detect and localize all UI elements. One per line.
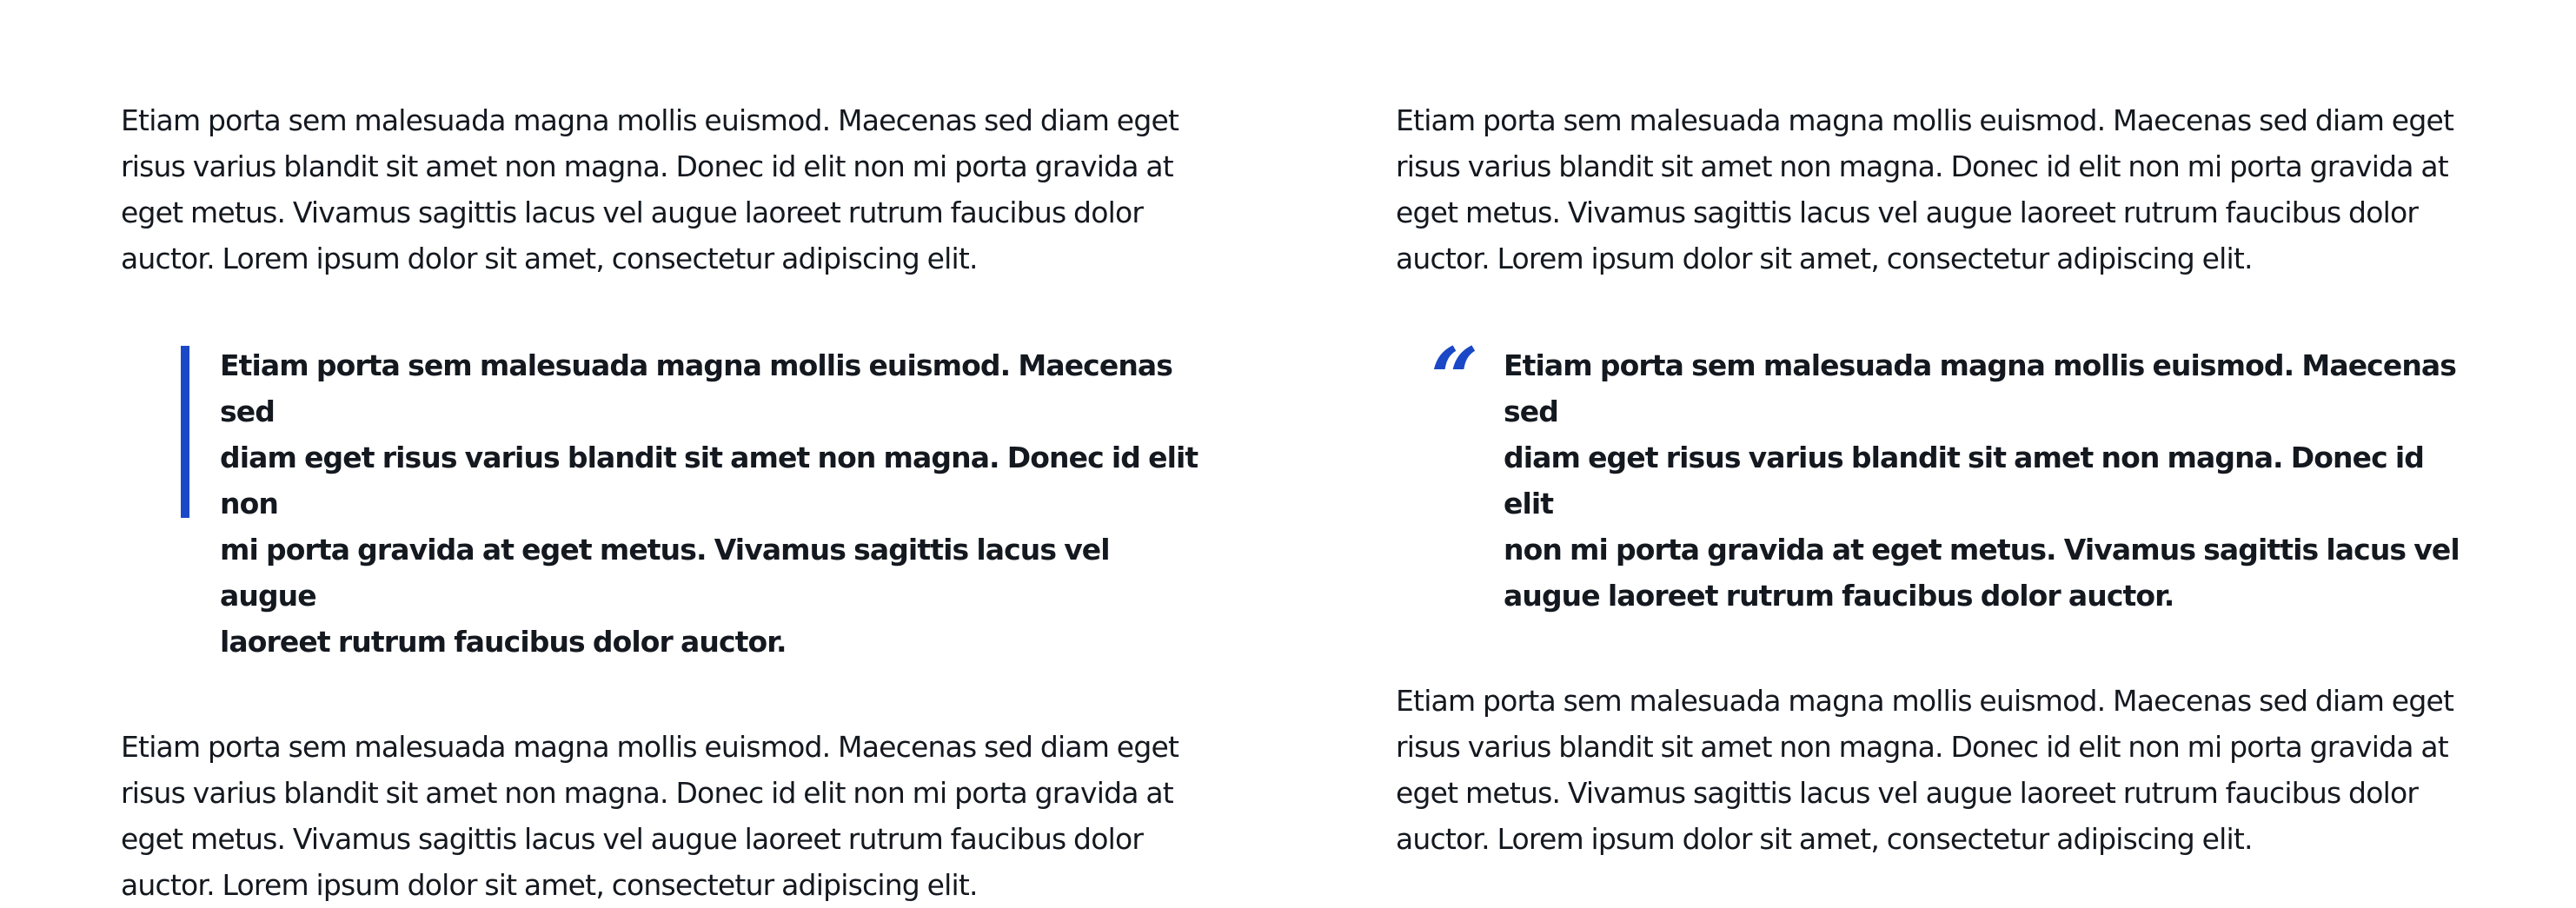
left-column [121,97,1198,908]
blockquote-with-bar [181,342,1198,665]
blockquote-with-quote-mark [1431,329,2473,619]
outro-paragraph: Etiam porta sem malesuada magna mollis euismod. Maecenas sed diam eget risus varius blandit sit amet non magna. Donec id elit non mi porta gravida at eget metus. Vivamus sagittis lacus vel augue laoreet rutrum faucibus dolor auctor. Lorem ipsum dolor sit amet, consectetur adipiscing elit. [121,730,1179,902]
outro-paragraph: Etiam porta sem malesuada magna mollis euismod. Maecenas sed diam eget risus varius blandit sit amet non magna. Donec id elit non mi porta gravida at eget metus. Vivamus sagittis lacus vel augue laoreet rutrum faucibus dolor auctor. Lorem ipsum dolor sit amet, consectetur adipiscing elit. [1396,684,2454,856]
quote-mark-icon: “ [1431,329,1479,427]
intro-paragraph: Etiam porta sem malesuada magna mollis euismod. Maecenas sed diam eget risus varius blandit sit amet non magna. Donec id elit non mi porta gravida at eget metus. Vivamus sagittis lacus vel augue laoreet rutrum faucibus dolor auctor. Lorem ipsum dolor sit amet, consectetur adipiscing elit. [121,103,1179,275]
right-column [1396,97,2473,862]
quote-text: Etiam porta sem malesuada magna mollis euismod. Maecenas sed diam eget risus varius blandit sit amet non magna. Donec id elit non mi porta gravida at eget metus. Vivamus sagittis lacus vel augue laoreet rutrum faucibus dolor auctor. [220,348,1198,659]
quote-text: Etiam porta sem malesuada magna mollis euismod. Maecenas sed diam eget risus varius blandit sit amet non magna. Donec id elit non mi porta gravida at eget metus. Vivamus sagittis lacus vel augue laoreet rutrum faucibus dolor auctor. [1504,348,2460,613]
intro-paragraph: Etiam porta sem malesuada magna mollis euismod. Maecenas sed diam eget risus varius blandit sit amet non magna. Donec id elit non mi porta gravida at eget metus. Vivamus sagittis lacus vel augue laoreet rutrum faucibus dolor auctor. Lorem ipsum dolor sit amet, consectetur adipiscing elit. [1396,103,2454,275]
quote-bar-accent [181,346,189,518]
